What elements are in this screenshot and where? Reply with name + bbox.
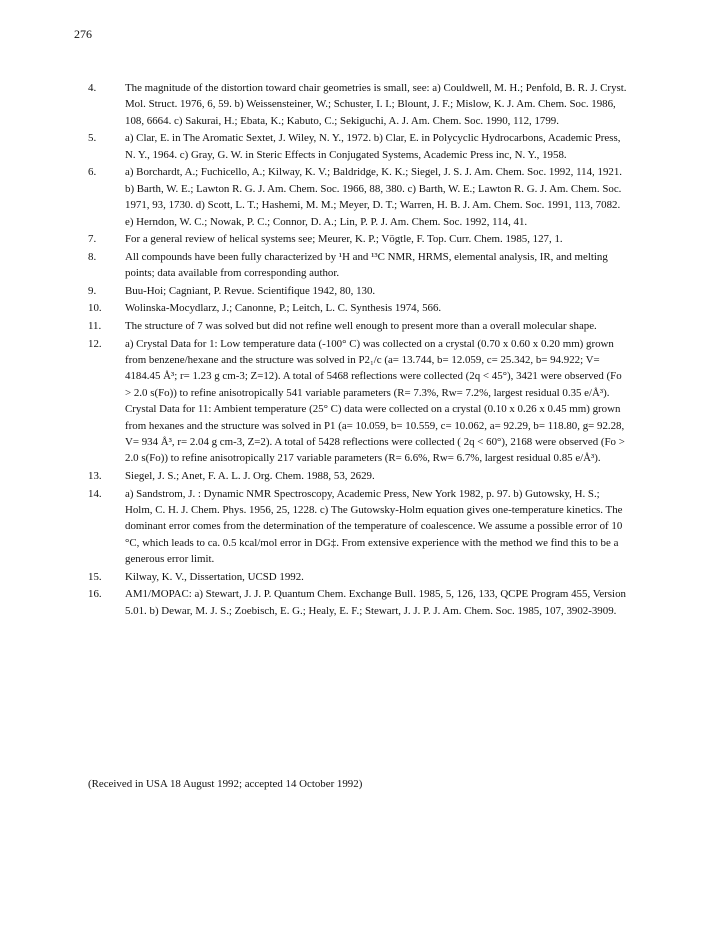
reference-number: 7. [88, 233, 97, 246]
reference-item [88, 283, 628, 299]
reference-number: 12. [88, 337, 102, 350]
page-number: 276 [74, 27, 92, 41]
reference-item [88, 318, 628, 334]
reference-item [88, 249, 628, 282]
reference-text: The structure of 7 was solved but did not refine well enough to present more than a overall molecular shape. [125, 320, 597, 332]
reference-text: a) Clar, E. in The Aromatic Sextet, J. Wiley, N. Y., 1972. b) Clar, E. in Polycyclic Hydrocarbons, Academic Press, N. Y., 1964. c) Gray, G. W. in Steric Effects in Conjugated Systems, Academic Press inc, N. Y., 1958. [125, 132, 621, 161]
reference-text: For a general review of helical systems see; Meurer, K. P.; Vögtle, F. Top. Curr. Chem. 1985, 127, 1. [125, 233, 563, 246]
reference-text: AM1/MOPAC: a) Stewart, J. J. P. Quantum Chem. Exchange Bull. 1985, 5, 126, 133, QCPE Program 455, Version 5.01. b) Dewar, M. J. S.; Zoebisch, E. G.; Healy, E. F.; Stewart, J. J. P. J. Am. Chem. Soc. 1985, 107, 3902-3909. [125, 588, 626, 617]
reference-text: Siegel, J. S.; Anet, F. A. L. J. Org. Chem. 1988, 53, 2629. [125, 470, 375, 483]
reference-text: Wolinska-Mocydlarz, J.; Canonne, P.; Leitch, L. C. Synthesis 1974, 566. [125, 302, 442, 315]
reference-item [88, 130, 628, 163]
reference-number: 16. [88, 588, 102, 601]
reference-item [88, 586, 628, 619]
reference-number: 9. [88, 284, 97, 297]
reference-item [88, 336, 628, 467]
reference-text: Buu-Hoi; Cagniant, P. Revue. Scientifique 1942, 80, 130. [125, 284, 376, 297]
reference-number: 15. [88, 570, 102, 583]
reference-number: 8. [88, 250, 97, 263]
reference-item [88, 231, 628, 247]
reference-item [88, 164, 628, 230]
reference-item [88, 486, 628, 568]
received-dates: (Received in USA 18 August 1992; accepted 14 October 1992) [88, 778, 363, 790]
reference-number: 11. [88, 320, 102, 332]
reference-text: All compounds have been fully characterized by ¹H and ¹³C NMR, HRMS, elemental analysis, IR, and melting points; data available from corresponding author. [125, 250, 608, 280]
reference-number: 14. [88, 487, 102, 500]
reference-number: 13. [88, 470, 102, 483]
reference-text: Kilway, K. V., Dissertation, UCSD 1992. [125, 570, 304, 583]
reference-number: 5. [88, 132, 97, 145]
reference-text: a) Borchardt, A.; Fuchicello, A.; Kilway, K. V.; Baldridge, K. K.; Siegel, J. S. J. Am. Chem. Soc. 1992, 114, 1921. b) Barth, W. E.; Lawton R. G. J. Am. Chem. Soc. 1966, 88, 380. c) Barth, W. E.; Lawton R. G. J. Am. Chem. Soc. 1971, 93, 1730. d) Scott, L. T.; Hashemi, M. M.; Meyer, D. T.; Warren, H. B. J. Am. Chem. Soc. 1991, 113, 7082. e) Herndon, W. C.; Nowak, P. C.; Connor, D. A.; Lin, P. P. J. Am. Chem. Soc. 1992, 114, 41. [125, 166, 623, 228]
reference-text: The magnitude of the distortion toward chair geometries is small, see: a) Couldwell, M. H.; Penfold, B. R. J. Cryst. Mol. Struct. 1976, 6, 59. b) Weissensteiner, W.; Schuster, I. I.; Blount, J. F.; Mislow, K. J. Am. Chem. Soc. 1986, 108, 6664. c) Sakurai, H.; Ebata, K.; Kabuto, C.; Sekiguchi, A. J. Am. Chem. Soc. 1990, 112, 1799. [125, 82, 627, 127]
reference-item [88, 468, 628, 484]
reference-item [88, 80, 628, 129]
reference-number: 10. [88, 302, 102, 315]
reference-list [88, 80, 628, 620]
reference-text: a) Sandstrom, J. : Dynamic NMR Spectroscopy, Academic Press, New York 1982, p. 97. b) Gutowsky, H. S.; Holm, C. H. J. Chem. Phys. 1956, 25, 1228. c) The Gutowsky-Holm equation gives one-temperature kinetics. The dominant error comes from the determination of the temperature of coalescence. We assume a possible error of 10 °C, which leads to ca. 0.5 kcal/mol error in DG‡. From extensive experience with the method we find this to be a generous error limit. [125, 487, 623, 566]
reference-item [88, 569, 628, 585]
reference-text: a) Crystal Data for 1: Low temperature data (-100° C) was collected on a crystal (0.70 x 0.60 x 0.20 mm) grown from benzene/hexane and the structure was solved in P2₁/c (a= 13.744, b= 12.059, c= 25.342, b= 94.922; V= 4184.45 Å³; r= 1.23 g cm-3; Z=12). A total of 5468 reflections were collected (2q < 45°), 3421 were observed (Fo > 2.0 s(Fo)) to refine anisotropically 541 variable parameters (R= 7.3%, Rw= 7.2%, largest residual 0.35 e/Å³). Crystal Data for 11: Ambient temperature (25° C) data were collected on a crystal (0.10 x 0.26 x 0.45 mm) grown from hexanes and the structure was solved in P1 (a= 10.059, b= 10.559, c= 10.062, a= 92.29, b= 118.80, g= 92.28, V= 934 Å³, r= 2.04 g cm-3, Z=2). A total of 5428 reflections were collected ( 2q < 60°), 2168 were observed (Fo > 2.0 s(Fo)) to refine anisotropically 217 variable parameters (R= 6.6%, Rw= 6.7%, largest residual 0.85 e/Å³). [125, 337, 625, 465]
reference-number: 6. [88, 166, 97, 179]
reference-number: 4. [88, 82, 97, 94]
reference-item [88, 300, 628, 316]
